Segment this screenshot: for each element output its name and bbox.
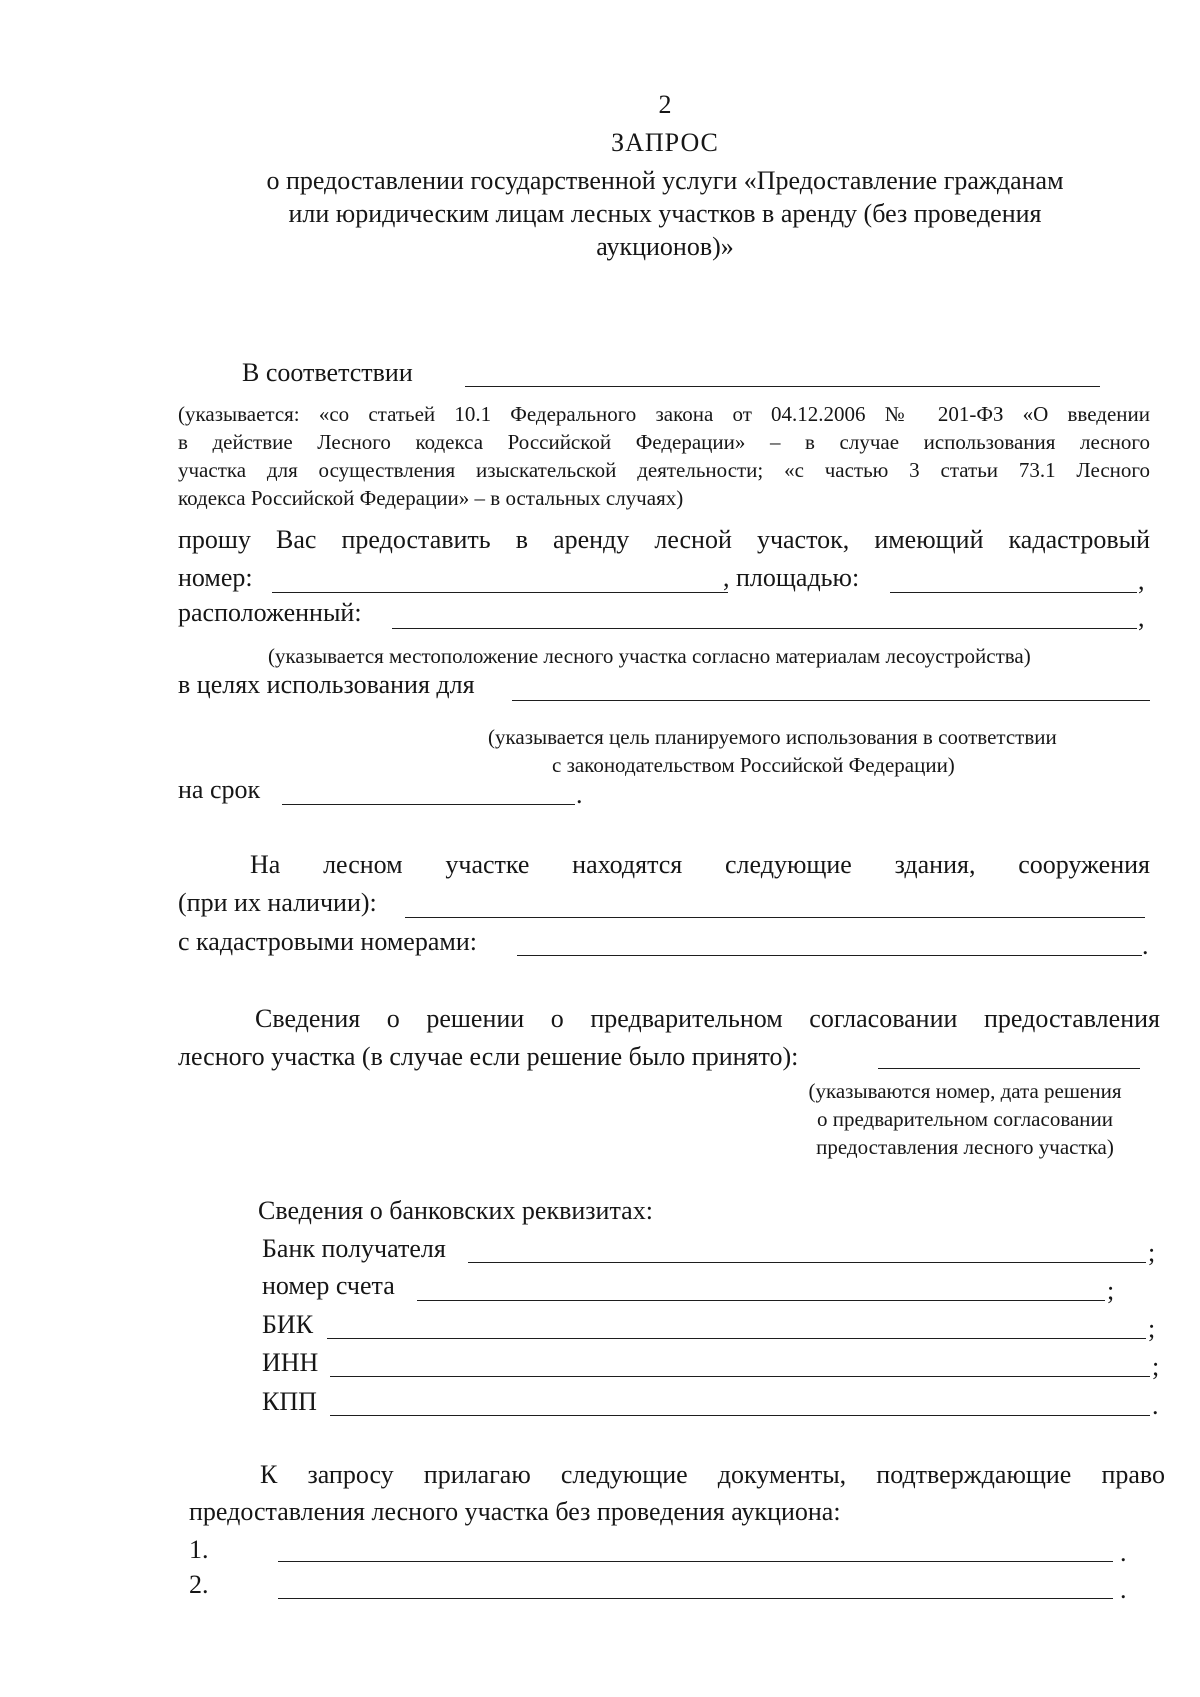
preliminary-note-line-3: предоставления лесного участка) xyxy=(816,1135,1114,1159)
buildings-cadastral-label: с кадастровыми номерами: xyxy=(178,927,477,956)
attachment-item-2-field[interactable] xyxy=(278,1598,1113,1599)
purpose-label: в целях использования для xyxy=(178,670,475,699)
bank-recipient-semicolon: ; xyxy=(1148,1238,1156,1267)
term-field[interactable] xyxy=(282,804,575,805)
subtitle-line-2: или юридическим лицам лесных участков в аренду (без проведения xyxy=(288,199,1042,228)
purpose-field[interactable] xyxy=(512,700,1150,701)
cadastral-number-field[interactable] xyxy=(272,592,728,593)
inn-semicolon: ; xyxy=(1152,1352,1160,1381)
kpp-period: . xyxy=(1152,1391,1159,1420)
inn-field[interactable] xyxy=(330,1376,1150,1377)
account-number-field[interactable] xyxy=(417,1300,1105,1301)
location-comma: , xyxy=(1138,603,1145,632)
area-label: , площадью: xyxy=(723,563,860,592)
kpp-label: КПП xyxy=(262,1387,317,1416)
bik-field[interactable] xyxy=(327,1338,1146,1339)
preliminary-note-line-1: (указываются номер, дата решения xyxy=(808,1079,1122,1103)
basis-note-line-2: в действие Лесного кодекса Российской Федерации» – в случае использования лесного xyxy=(178,430,1150,454)
location-note: (указывается местоположение лесного участка согласно материалам лесоустройства) xyxy=(268,644,1031,668)
subtitle-line-1: о предоставлении государственной услуги «Предоставление гражданам xyxy=(266,166,1064,195)
buildings-period: . xyxy=(1142,931,1149,960)
area-comma: , xyxy=(1138,566,1145,595)
basis-note-line-4: кодекса Российской Федерации» – в остальных случаях) xyxy=(178,486,684,510)
preliminary-line-1: Сведения о решении о предварительном согласовании предоставления xyxy=(255,1004,1160,1033)
kpp-field[interactable] xyxy=(330,1415,1150,1416)
account-number-label: номер счета xyxy=(262,1271,395,1300)
bik-label: БИК xyxy=(262,1310,314,1339)
page-title: ЗАПРОС xyxy=(611,128,719,157)
basis-label: В соответствии xyxy=(242,358,413,387)
bank-heading: Сведения о банковских реквизитах: xyxy=(258,1196,653,1225)
inn-label: ИНН xyxy=(262,1348,319,1377)
purpose-note-line-1: (указывается цель планируемого использования в соответствии xyxy=(488,725,1057,749)
page-number: 2 xyxy=(658,90,672,119)
attachments-line-2: предоставления лесного участка без проведения аукциона: xyxy=(189,1497,841,1526)
bik-semicolon: ; xyxy=(1148,1314,1156,1343)
preliminary-label: лесного участка (в случае если решение было принято): xyxy=(178,1042,799,1071)
basis-note-line-3: участка для осуществления изыскательской деятельности; «с частью 3 статьи 73.1 Лесного xyxy=(178,458,1150,482)
subtitle-line-3: аукционов)» xyxy=(596,232,734,261)
attachments-line-1: К запросу прилагаю следующие документы, подтверждающие право xyxy=(260,1460,1165,1489)
account-number-semicolon: ; xyxy=(1107,1276,1115,1305)
term-label: на срок xyxy=(178,775,261,804)
request-line-1: прошу Вас предоставить в аренду лесной участок, имеющий кадастровый xyxy=(178,525,1150,554)
bank-recipient-label: Банк получателя xyxy=(262,1234,446,1263)
cadastral-number-label: номер: xyxy=(178,563,253,592)
preliminary-note-line-2: о предварительном согласовании xyxy=(816,1107,1113,1131)
attachment-item-1-number: 1. xyxy=(189,1535,209,1564)
buildings-cadastral-field[interactable] xyxy=(517,955,1142,956)
term-period: . xyxy=(576,780,583,809)
buildings-field[interactable] xyxy=(405,917,1145,918)
preliminary-field[interactable] xyxy=(878,1068,1140,1069)
buildings-existence-label: (при их наличии): xyxy=(178,888,377,917)
attachment-item-1-period: . xyxy=(1120,1538,1127,1567)
attachment-item-2-period: . xyxy=(1120,1575,1127,1604)
basis-note-line-1: (указывается: «со статьей 10.1 Федерального закона от 04.12.2006 № 201-ФЗ «О введении xyxy=(178,402,1150,426)
buildings-line-1: На лесном участке находятся следующие здания, сооружения xyxy=(250,850,1150,879)
location-label: расположенный: xyxy=(178,598,362,627)
purpose-note-line-2: с законодательством Российской Федерации) xyxy=(552,753,955,777)
basis-field-line[interactable] xyxy=(465,386,1100,387)
attachment-item-1-field[interactable] xyxy=(278,1561,1113,1562)
location-field[interactable] xyxy=(392,628,1137,629)
attachment-item-2-number: 2. xyxy=(189,1570,209,1599)
bank-recipient-field[interactable] xyxy=(468,1262,1146,1263)
area-field[interactable] xyxy=(890,592,1137,593)
